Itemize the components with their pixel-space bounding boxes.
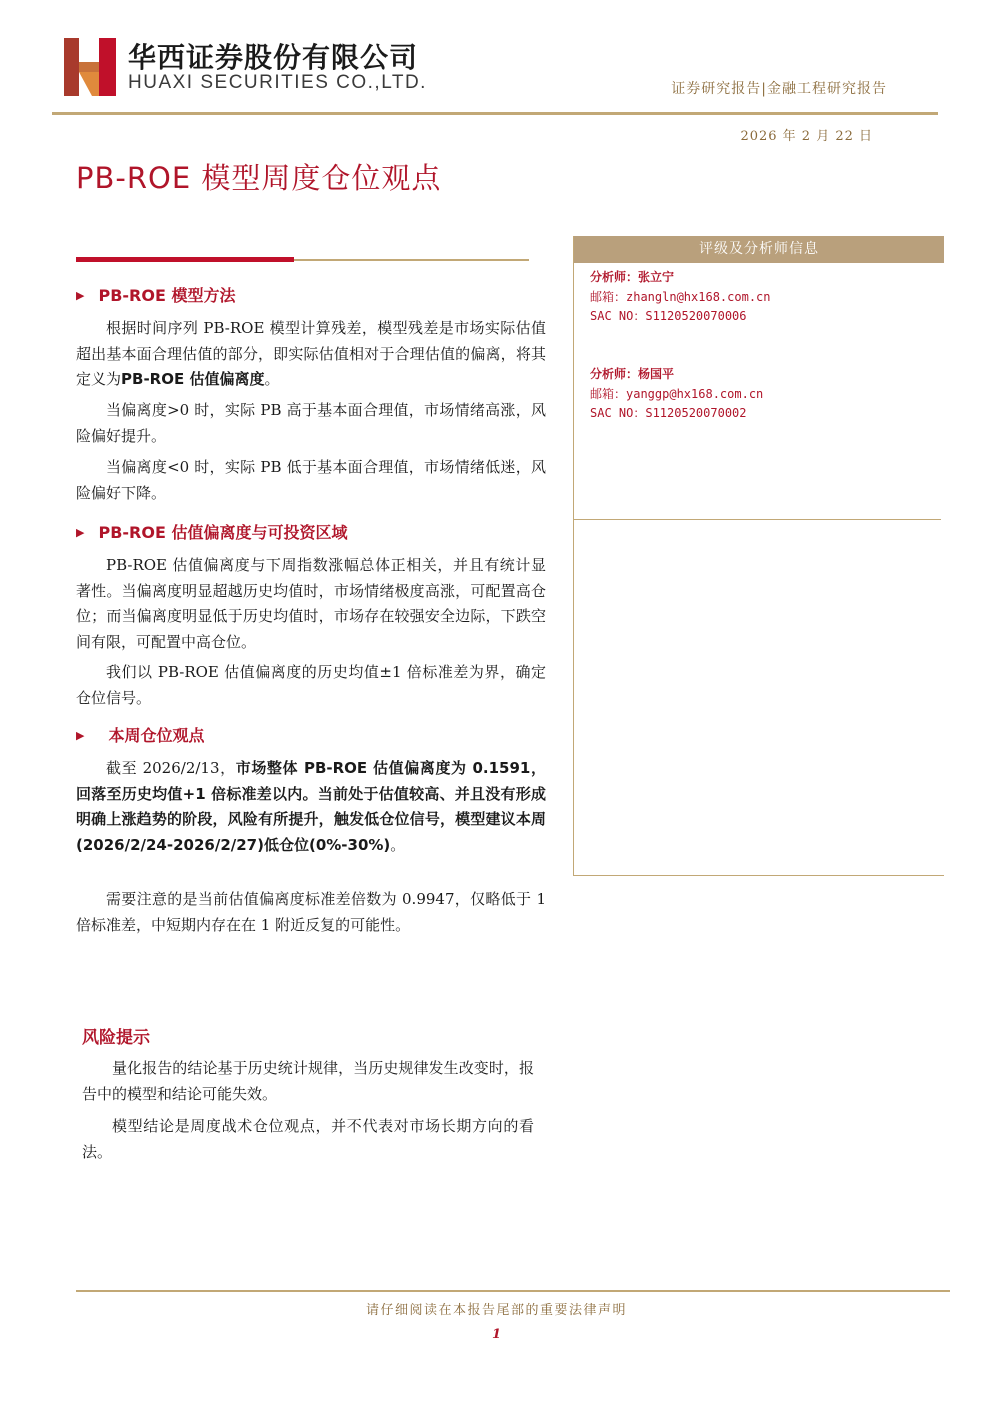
company-logo-icon xyxy=(64,38,116,96)
sidebar-rule xyxy=(574,519,941,520)
section-rule-gold xyxy=(294,259,529,261)
paragraph: 我们以 PB-ROE 估值偏离度的历史均值±1 倍标准差为界，确定仓位信号。 xyxy=(76,663,546,707)
company-name-en: HUAXI SECURITIES CO.,LTD. xyxy=(128,72,427,93)
analyst-card: 分析师：杨国平 邮箱：yanggp@hx168.com.cn SAC NO：S1120520070002 xyxy=(590,365,763,424)
paragraph: 需要注意的是当前估值偏离度标准差倍数为 0.9947，仅略低于 1 倍标准差，中短期内存在在 1 附近反复的可能性。 xyxy=(76,890,546,934)
company-name-cn: 华西证券股份有限公司 xyxy=(128,41,419,74)
report-type: 证券研究报告|金融工程研究报告 xyxy=(671,81,887,97)
paragraph: 当偏离度>0 时，实际 PB 高于基本面合理值，市场情绪高涨，风险偏好提升。 xyxy=(76,401,546,445)
page-title: PB-ROE 模型周度仓位观点 xyxy=(76,161,442,195)
sidebar-rule xyxy=(574,875,944,876)
page-number: 1 xyxy=(491,1327,502,1342)
paragraph: 根据时间序列 PB-ROE 模型计算残差，模型残差是市场实际估值超出基本面合理估值的部分，即实际估值相对于合理估值的偏离，将其定义为PB-ROE 估值偏离度。 xyxy=(76,319,546,388)
triangle-bullet-icon: ▶ xyxy=(76,729,85,742)
section-rule-red xyxy=(76,257,294,262)
analyst-info-panel xyxy=(574,236,944,263)
analyst-email: 邮箱：zhangln@hx168.com.cn xyxy=(590,289,771,304)
risk-paragraph: 模型结论是周度战术仓位观点，并不代表对市场长期方向的看法。 xyxy=(82,1117,534,1161)
risk-heading: 风险提示 xyxy=(82,1028,150,1048)
analyst-sac: SAC NO：S1120520070006 xyxy=(590,309,747,323)
sidebar-divider xyxy=(573,236,574,876)
section-heading-view: ▶ 本周仓位观点 xyxy=(76,726,205,745)
triangle-bullet-icon: ▶ xyxy=(76,526,85,539)
paragraph: 当偏离度<0 时，实际 PB 低于基本面合理值，市场情绪低迷，风险偏好下降。 xyxy=(76,458,546,502)
report-date: 2026 年 2 月 22 日 xyxy=(740,129,873,144)
paragraph-conclusion: 截至 2026/2/13，市场整体 PB-ROE 估值偏离度为 0.1591，回落至历史均值+1 倍标准差以内。当前处于估值较高、并且没有形成明确上涨趋势的阶段，风险有所提升，触发低仓位信号，模型建议本周(2026/2/24-2026/2/27)低仓位(0%-30%)。 xyxy=(76,759,546,854)
legal-disclaimer-note: 请仔细阅读在本报告尾部的重要法律声明 xyxy=(365,1303,627,1318)
section-heading-method: ▶ PB-ROE 模型方法 xyxy=(76,286,236,305)
risk-paragraph: 量化报告的结论基于历史统计规律，当历史规律发生改变时，报告中的模型和结论可能失效。 xyxy=(82,1059,534,1103)
header-divider xyxy=(52,112,938,115)
section-heading-zone: ▶ PB-ROE 估值偏离度与可投资区域 xyxy=(76,523,348,542)
analyst-card: 分析师：张立宁 邮箱：zhangln@hx168.com.cn SAC NO：S1120520070006 xyxy=(590,268,771,327)
analyst-email: 邮箱：yanggp@hx168.com.cn xyxy=(590,386,764,401)
paragraph: PB-ROE 估值偏离度与下周指数涨幅总体正相关，并且有统计显著性。当偏离度明显超越历史均值时，市场情绪极度高涨，可配置高仓位；而当偏离度明显低于历史均值时，市场存在较强安全边际，下跌空间有限，可配置中高仓位。 xyxy=(76,556,546,651)
sidebar-header: 评级及分析师信息 xyxy=(574,236,944,263)
analyst-sac: SAC NO：S1120520070002 xyxy=(590,406,747,420)
footer-divider xyxy=(76,1290,950,1292)
triangle-bullet-icon: ▶ xyxy=(76,289,85,302)
